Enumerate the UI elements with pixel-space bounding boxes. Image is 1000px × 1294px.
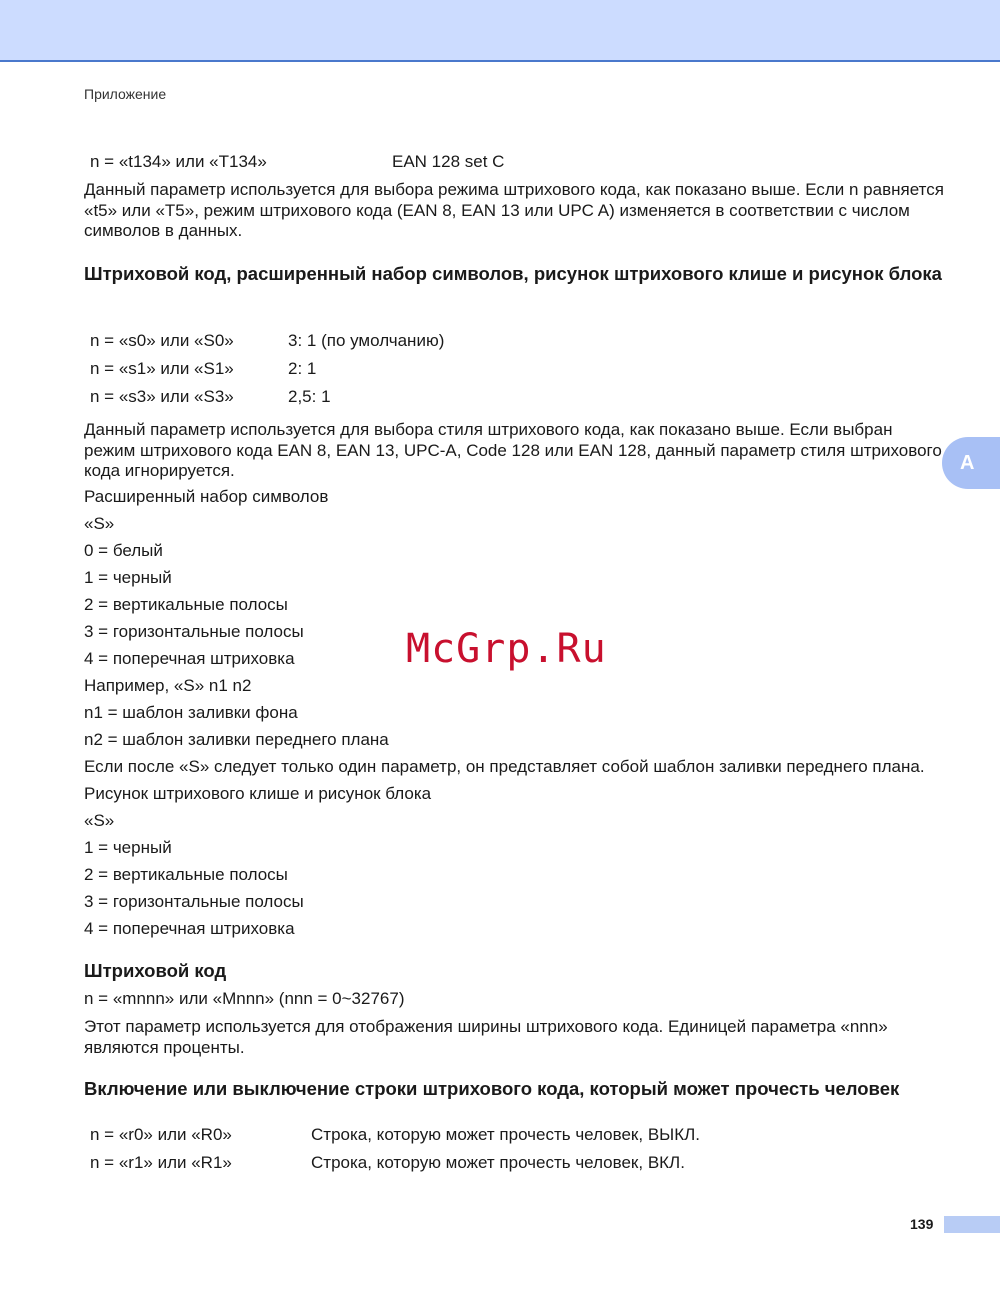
- heading-barcode-width: Штриховой код: [84, 960, 227, 981]
- text-line: 1 = черный: [84, 838, 172, 857]
- style-row-code: n = «s3» или «S3»: [90, 387, 234, 406]
- hr-row-code: n = «r0» или «R0»: [90, 1125, 232, 1144]
- heading-human-readable: Включение или выключение строки штрихового кода, который может прочесть человек: [84, 1078, 900, 1099]
- width-parameter-line: n = «mnnn» или «Mnnn» (nnn = 0~32767): [84, 989, 405, 1008]
- paragraph-mode: Данный параметр используется для выбора режима штрихового кода, как показано выше. Если n равняется «t5» или «T5», режим штрихового кода (EAN 8, EAN 13 или UPC A) изменяется в соответствии с числом символов в данных.: [84, 180, 944, 240]
- text-line: 3 = горизонтальные полосы: [84, 892, 304, 911]
- style-row-desc: 3: 1 (по умолчанию): [288, 331, 445, 350]
- text-line: 4 = поперечная штриховка: [84, 919, 295, 938]
- hr-row-desc: Строка, которую может прочесть человек, ВЫКЛ.: [311, 1125, 700, 1144]
- text-line: Например, «S» n1 n2: [84, 676, 252, 695]
- text-line: «S»: [84, 514, 115, 533]
- paragraph-width: Этот параметр используется для отображения ширины штрихового кода. Единицей параметра «nnn» являются проценты.: [84, 1017, 888, 1057]
- text-line: 2 = вертикальные полосы: [84, 865, 288, 884]
- text-line: Если после «S» следует только один параметр, он представляет собой шаблон заливки переднего плана.: [84, 757, 925, 776]
- text-line: 4 = поперечная штриховка: [84, 649, 295, 668]
- text-line: n1 = шаблон заливки фона: [84, 703, 298, 722]
- style-row-code: n = «s0» или «S0»: [90, 331, 234, 350]
- style-row-desc: 2: 1: [288, 359, 317, 378]
- page-number: 139: [910, 1216, 934, 1232]
- ean-desc: EAN 128 set C: [392, 152, 505, 171]
- text-line: Расширенный набор символов: [84, 487, 329, 506]
- style-row-code: n = «s1» или «S1»: [90, 359, 234, 378]
- watermark-logo: McGrp.Ru: [406, 626, 607, 672]
- hr-row-desc: Строка, которую может прочесть человек, ВКЛ.: [311, 1153, 685, 1172]
- ean-code: n = «t134» или «T134»: [90, 152, 267, 171]
- text-line: 1 = черный: [84, 568, 172, 587]
- text-line: n2 = шаблон заливки переднего плана: [84, 730, 389, 749]
- style-row-desc: 2,5: 1: [288, 387, 331, 406]
- text-line: 2 = вертикальные полосы: [84, 595, 288, 614]
- text-line: 0 = белый: [84, 541, 163, 560]
- page-number-bar: [944, 1216, 1000, 1233]
- paragraph-style: Данный параметр используется для выбора стиля штрихового кода, как показано выше. Если выбран режим штрихового кода EAN 8, EAN 13, UPC-A, Code 128 или EAN 128, данный параметр стиля штрихового кода игнорируется.: [84, 420, 942, 480]
- text-line: Рисунок штрихового клише и рисунок блока: [84, 784, 432, 803]
- text-line: «S»: [84, 811, 115, 830]
- hr-row-code: n = «r1» или «R1»: [90, 1153, 232, 1172]
- appendix-tab: A: [942, 437, 1000, 489]
- heading-barcode-style: Штриховой код, расширенный набор символов, рисунок штрихового клише и рисунок блока: [84, 263, 942, 284]
- top-banner: [0, 0, 1000, 62]
- section-header: Приложение: [84, 86, 167, 102]
- text-line: 3 = горизонтальные полосы: [84, 622, 304, 641]
